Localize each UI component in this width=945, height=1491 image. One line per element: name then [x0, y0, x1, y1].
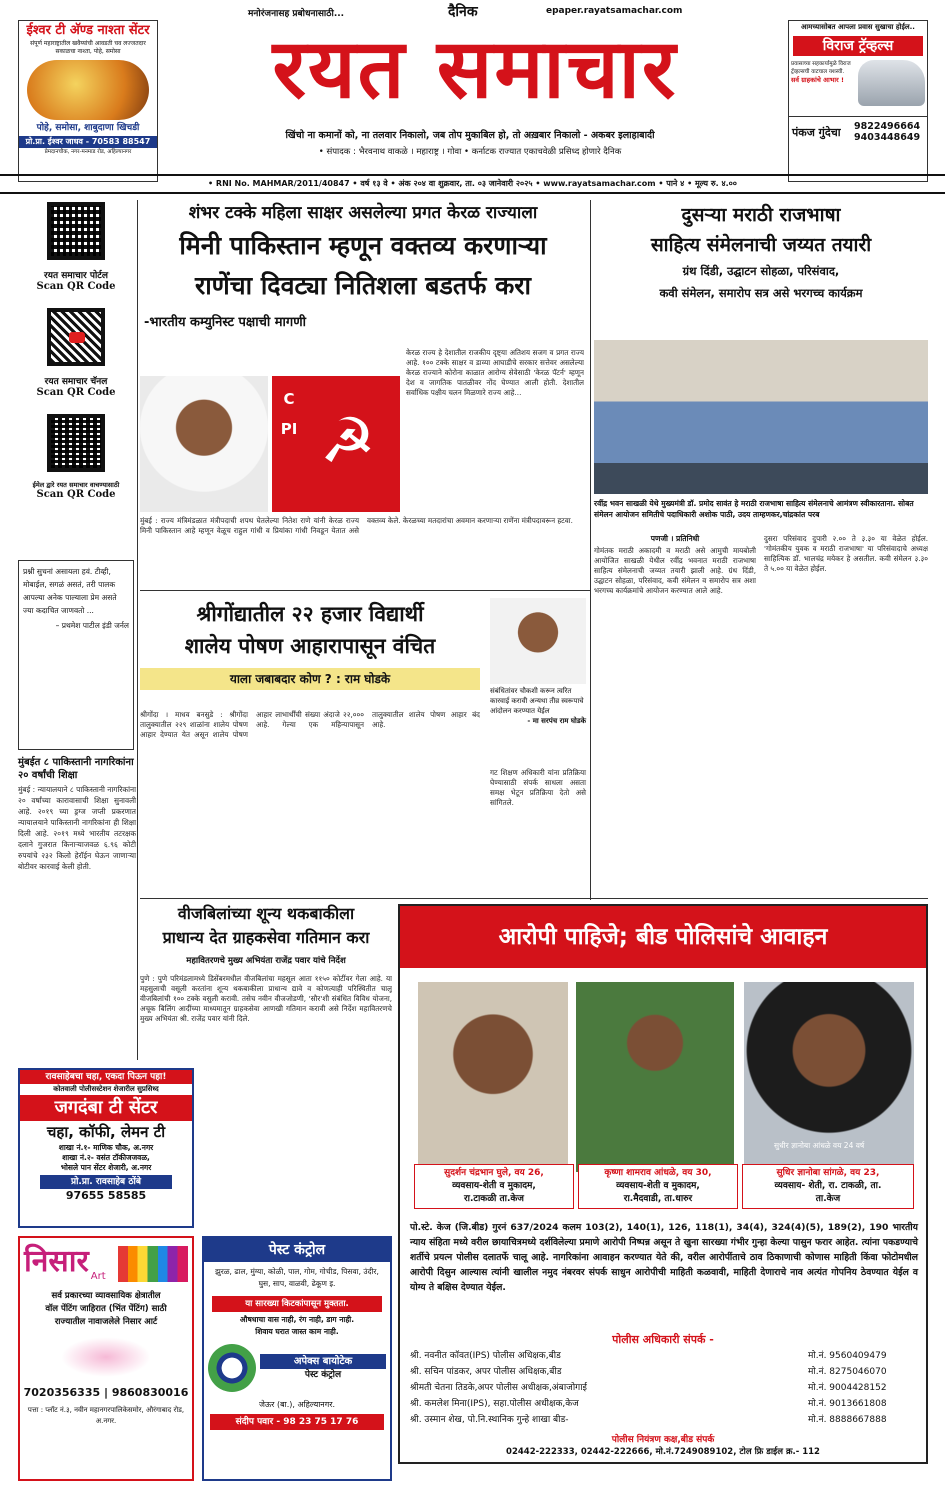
body-text: मुंबई : न्यायालयाने ८ पाकिस्तानी नागरिकांना २० वर्षांच्या कारावासाची शिक्षा सुनावली आहे. २०१९ च्या ड्रग्ज जप्ती प्रकरणात न्यायालयाने पाकिस्तानी नागरिकांना ही शिक्षा दिली आहे. २०१९ मध्ये भारतीय तटरक्षक दलाने गुजरात किनाऱ्याजवळ ६.९६ कोटी रुपयांचे २३२ किलो हेरॉईन घेऊन जाणाऱ्या बोटीवर कारवाई केली होती. [18, 785, 136, 871]
suspect-name: सुधिर ज्ञानोबा सांगळे, वय 23, [776, 1168, 880, 1178]
qr-label: रयत समाचार पोर्टल [44, 271, 108, 281]
story-kerala [140, 200, 586, 580]
info-bar [0, 174, 945, 194]
ad-note-1: औषधाचा वास नाही, रंग नाही, डाग नाही. [239, 1315, 355, 1324]
story-body-left: मुंबई : राज्य मंत्रिमंडळात मंत्रीपदाची शपथ घेतलेल्या नितेश राणे यांनी केरळ राज्य मिनी पाकिस्तान आहे म्हणून वेळूच राहुल गांधी व प्रियांका गांधी निवडून येतात असे वक्तव्य केले. केरळच्या मतदारांचा अवमान करणाऱ्या राणेंना मंत्रीपदावरून हटवा. [140, 516, 573, 535]
headline-line-2: साहित्य संमेलनाची जय्यत तयारी [650, 234, 872, 256]
contact-phone[interactable]: मो.नं. 9560409479 [808, 1351, 887, 1361]
story-body-2: दुसरा परिसंवाद दुपारी २.०० ते ३.३० या वेळेत होईल. 'गोमंतकीय युवक व मराठी राजभाषा' या परिसंवादाचे अध्यक्ष साहित्यिक डॉ. भालचंद्र मयेकर हे असतील. कवी संमेलन ३.३० ते ५.०० या वेळेत होईल. [764, 534, 928, 573]
ad-slogan: आमच्यासोबत आपला प्रवास सुखाचा होईल.. [801, 23, 915, 31]
qr-channel[interactable] [18, 308, 134, 398]
qr-label: ईमेल द्वारे रयत समाचार वाचण्यासाठी [32, 481, 120, 489]
photo-caption: रवींद्र भवन साखळी येथे मुख्यमंत्री डॉ. प्रमोद सावंत हे मराठी राजभाषा साहित्य संमेलनाचे आमंत्रण स्वीकारताना. सोबत संमेलन आयोजन समितीचे पदाधिकारी अशोक पाठी, उदय ताम्हणकर,चांद्रकांत परब [594, 499, 914, 519]
suspect-3 [742, 1164, 914, 1209]
nisar-logo-sub: Art [90, 1271, 106, 1282]
headline: मुंबईत ८ पाकिस्तानी नागरिकांना २० वर्षांची शिक्षा [18, 757, 134, 781]
contact-phone[interactable]: मो.नं. 9013661808 [808, 1399, 887, 1409]
suspect-photo-2 [576, 982, 734, 1172]
masthead-quote: खिंचो ना कमानों को, ना तलवार निकालो, जब तोप मुकाबिल हो, तो अख़बार निकालो - अकबर इलाहाबादी [285, 130, 655, 141]
suspect-place: रा.मैदवाडी, ता.धारुर [623, 1194, 693, 1204]
byline: पणजी । प्रतिनिधी [650, 534, 700, 543]
wanted-title: आरोपी पाहिजे; बीड पोलिसांचे आवाहन [400, 906, 926, 968]
cpi-label: CPI [280, 390, 298, 438]
nisar-logo: निसार [24, 1244, 89, 1279]
suspect-place: ता.केज [815, 1194, 841, 1204]
contact-row: श्रीमती चेतना तिडके,अपर पोलीस अधीक्षक,अंबाजोगाई मो.नं. 9004428152 [410, 1380, 918, 1396]
control-title: पोलीस नियंत्रण कक्ष,बीड संपर्क [611, 1435, 715, 1445]
ad-items: झुरळ, ढाल, मुंग्या, कोळी, पाल, गोम, गोचीड, पिसवा, उंदीर, घुस, साप, वाळवी, ढेकूण इ. [215, 1267, 379, 1288]
ad-address: जेऊर (बा.), अहिल्यानगर. [258, 1400, 336, 1409]
ad-title: विराज ट्रॅव्हल्स [793, 36, 923, 56]
headline-line-1: दुसऱ्या मराठी राजभाषा [681, 204, 841, 226]
caption-name: - मा सरपंच राम घोडके [527, 717, 586, 725]
ad-company-sub: पेस्ट कंट्रोल [304, 1370, 342, 1380]
left-news [18, 756, 136, 1056]
qr-panel [18, 202, 134, 554]
headline-line-2: राणेंचा दिवट्या नितिशला बडतर्फ करा [194, 271, 531, 300]
leader-photo [140, 376, 268, 512]
ad-phone: 7020356335 | 9860830016 [23, 1386, 189, 1399]
ad-contact-name: पंकज गुंदेचा [792, 125, 841, 139]
issue-info: • RNI No. MAHMAR/2011/40847 • वर्ष १३ वे • अंक २०४ वा शुक्रवार, ता. ०३ जानेवारी २०२५ • www.rayatsamachar.com • पाने ४ • मूल्य रु. ४.०० [208, 179, 737, 188]
ad-line-2: वॉल पेंटिंग जाहिरात (भिंत पेंटिंग) साठी [45, 1304, 167, 1314]
ad-line-3: राज्यातील नावाजलेले निसार आर्ट [54, 1317, 158, 1327]
photo-caption: संबंधितांवर चौकशी करून त्वरित कारवाई करावी अन्यथा तीव्र स्वरूपाचे आंदोलन करण्यात येईल - मा सरपंच राम घोडके [490, 687, 586, 725]
ad-branch-1: शाखा नं.१- माणिक चौक, अ.नगर [58, 1143, 154, 1152]
ad-pest-control [202, 1236, 392, 1481]
contact-title: पोलीस अधिकारी संपर्क - [612, 1333, 714, 1346]
ad-ishwar-tea [18, 20, 158, 182]
contact-phone[interactable]: मो.नं. 9004428152 [808, 1383, 887, 1393]
suspect-1 [414, 1164, 574, 1209]
ad-branch-2: शाखा नं.२- वसंत टॉकीजजवळ, [62, 1153, 150, 1162]
story-body: गोमंतक मराठी अकादमी व मराठी असे आमुची मायबोली आयोजित साखळी येथील रवींद्र भवनात मराठी राजभाषा साहित्य संमेलनाची जय्यत तयारी झाली आहे. ग्रंथ दिंडी, उद्घाटन सोहळा, परिसंवाद, कवी संमेलन व समारोप सत्र अशा भरगच्च कार्यक्रमांचे आयोजन करण्यात आले आहे. [594, 546, 756, 595]
wanted-body: पो.स्टे. केज (जि.बीड) गुरनं 637/2024 कलम 103(2), 140(1), 126, 118(1), 34(4), 324(4)(5), 189(2), 190 भारतीय न्याय संहिता मध्ये वरील छायाचित्रमध्ये दर्शविलेल्या प्रमाणे आरोपी निष्पन्न असून ते खुना सारख्या गंभीर गुन्हा केल्या पासुन फरार आहेत. त्यांना पकडण्याचे शर्तीचे प्रयत्न पोलीस दलातर्फे चालू आहे. नागरिकांना आवाहन करण्यात येते की, वरील आरोपींताचे ठाव ठिकाणाची कोणास माहिती किंवा फोटोमधील आरोपी दिसुन आल्यास त्यांनी खालील नमुद नंबरवर संपर्क साधुन आरोपीची माहिती कळवावी, माहिती देणाराचे नाव अत्यंत गोपनिय ठेवण्यात येईल व योग्य ते बक्षिस देण्यात येईल. [410, 1222, 918, 1293]
youtube-icon [69, 332, 85, 343]
suspect-place: रा.टाकळी ता.केज [464, 1194, 524, 1204]
divider [140, 590, 590, 591]
ad-slogan: रावसाहेबचा चहा, एकदा पिऊन पहा! [20, 1070, 192, 1084]
contact-row: श्री. सचिन पांडकर, अपर पोलीस अधिक्षक,बीड मो.नं. 8275046070 [410, 1364, 918, 1380]
divider [590, 200, 591, 900]
poem-text: प्रश्नी सुचनां असायला हवं. टीव्ही, मोबाईल, सगळं असतं, तरी पालक आपल्या अनेक पाल्याला प्रेम असते ज्या कदाचित जाणवतो ... [23, 567, 117, 615]
subheadline-2: कवी संमेलन, समारोप सत्र असे भरगच्च कार्यक्रम [659, 286, 863, 300]
apex-logo-icon [208, 1344, 256, 1392]
subheadline: याला जबाबदार कोण ? : राम घोडके [140, 668, 480, 690]
contact-phone[interactable]: मो.नं. 8888667888 [808, 1415, 887, 1425]
ad-phone-2: 9403448649 [854, 132, 921, 143]
suspect-photo-1 [418, 982, 568, 1172]
kicker: शंभर टक्के महिला साक्षर असलेल्या प्रगत केरळ राज्याला [188, 203, 538, 223]
divider [137, 200, 138, 1060]
editor-line: • संपादक : भैरवनाथ वाकळे । महाराष्ट्र । गोवा • कर्नाटक राज्यात एकाचवेळी प्रसिध्द होणारे दैनिक [318, 147, 622, 157]
poem-box [18, 560, 134, 750]
ad-address: पत्ता : प्लॉट नं.३, नवीन महानगरपालिकेसमोर, औरंगाबाद रोड, अ.नगर. [27, 1406, 185, 1425]
photo-caption: सुधीर ज्ञानोबा आंधळे वय 24 वर्ष [774, 1141, 865, 1150]
ad-cta: सर्व ग्राहकांचे आभार ! [791, 76, 844, 84]
divider [140, 898, 928, 899]
ad-title: पेस्ट कंट्रोल [204, 1238, 390, 1262]
food-image [27, 60, 149, 120]
headline-line-2: शालेय पोषण आहारापासून वंचित [184, 634, 436, 658]
daily-label: दैनिक [448, 4, 478, 20]
car-image [858, 60, 925, 106]
qr-scan: Scan QR Code [36, 281, 116, 292]
brush-icon [61, 1337, 151, 1377]
qr-code [47, 202, 105, 260]
ad-items: चहा, कॉफी, लेमन टी [46, 1123, 166, 1141]
ad-phone-1: 9822496664 [854, 121, 921, 132]
masthead [0, 0, 945, 200]
qr-scan: Scan QR Code [36, 489, 116, 500]
ram-ghodke-photo [490, 598, 586, 684]
suspect-job: व्यवसाय-शेती व मुकादम, [452, 1181, 536, 1191]
cpi-logo [272, 376, 400, 512]
ad-phone: 97655 58585 [65, 1189, 147, 1202]
ad-title: जगदंबा टी सेंटर [20, 1095, 192, 1121]
ad-viraj-travels [788, 20, 928, 182]
ad-police: कोतवाली पोलीसस्टेशन शेजारील सुप्रसिध्द [53, 1085, 159, 1093]
suspect-photo-3 [744, 982, 914, 1172]
story-body-2: गट शिक्षण अधिकारी यांना प्रतिक्रिया घेण्यासाठी संपर्क साधला असता समक्ष भेटून प्रतिक्रिया देतो असे सांगितले. [490, 768, 586, 807]
ad-title: ईश्वर टी अ‍ॅण्ड नाश्ता सेंटर [26, 23, 150, 38]
headline-line-1: मिनी पाकिस्तान म्हणून वक्तव्य करणाऱ्या [179, 231, 547, 260]
contact-row: श्री. कमलेश मिना(IPS), सहा.पोलीस अधीक्षक,केज मो.नं. 9013661808 [410, 1396, 918, 1412]
poem-author: – प्रथमेश पाटील इंडी जर्नल [55, 621, 129, 630]
contact-row: श्री. उस्मान शेख, पो.नि.स्थानिक गुन्हे शाखा बीड- मो.नं. 8888667888 [410, 1412, 918, 1428]
ad-line-1: सर्व प्रकारच्या व्यावसायिक क्षेत्रातील [51, 1291, 161, 1301]
story-body: पुणे : पुणे परिमंडलामध्ये डिसेंबरमधील वीजबिलांचा महसूल आता ११५० कोटींवर गेला आहे. या महसुलाची वसूली करतांना शून्य थकबाकीला प्राधान्य द्यावे व कोणत्याही परिस्थितीत चालू वीजबिलांची १०० टक्के वसुली करावी. तसेच नवीन वीजजोडणी, 'सौर'शी संबंधित विविध योजना, अचूक बिलिंग आदींच्या माध्यमातून ग्राहकसेवा आणखी गतिमान करावी असे निर्देश महावितरणचे मुख्य अभियंता श्री. राजेंद्र पवार यांनी दिले. [140, 974, 392, 1023]
qr-label: रयत समाचार चॅनल [44, 377, 108, 387]
contact-row: श्री. नवनीत कॉवत(IPS) पोलीस अधिक्षक,बीड मो.नं. 9560409479 [410, 1348, 918, 1364]
ad-note-2: शिवाय घरात जास्त काम नाही. [255, 1327, 339, 1336]
suspect-job: व्यवसाय-शेती व मुकादम, [616, 1181, 700, 1191]
event-photo [594, 340, 928, 494]
suspect-name: सुदर्शन चंद्रभान घुले, वय 26, [444, 1168, 544, 1178]
qr-code [47, 308, 105, 366]
ad-items: पोहे, समोसा, शाबुदाणा खिचडी [36, 123, 140, 133]
story-marathi-sammelan [594, 200, 928, 900]
ad-branch-3: भोसले पान सेंटर शेजारी, अ.नगर [60, 1163, 152, 1172]
subheadline: -भारतीय कम्युनिस्ट पक्षाची मागणी [144, 315, 306, 330]
qr-email[interactable] [18, 414, 134, 500]
headline-line-1: वीजबिलांच्या शून्य थकबाकीला [177, 904, 355, 923]
ad-desc: संपूर्ण महाराष्ट्रातील खवैय्यांची आवडती चव लज्जतदार सकाळचा नाश्ता, पोहे, समोसा [30, 40, 146, 55]
headline-line-1: श्रीगोंद्यातील २२ हजार विद्यार्थी [196, 602, 424, 626]
ad-promise: या सारख्या किटकांपासून मुक्तता. [212, 1296, 382, 1312]
wanted-notice [398, 904, 928, 1464]
qr-code [47, 414, 105, 472]
ad-owner: प्रो.प्रा. रावसाहेब ठोंबे [40, 1175, 172, 1189]
subheadline-1: ग्रंथ दिंडी, उद्घाटन सोहळा, परिसंवाद, [682, 264, 840, 278]
newspaper-title: रयत समाचार [272, 22, 678, 117]
story-body: श्रीगोंदा । माधव बनसुडे : श्रीगोंदा तालुक्यातील २२९ शाळांना शालेय पोषण आहार देण्यात येत असून शालेय पोषण आहार लाभार्थींची संख्या अंदाजे २२,००० आहे. गेल्या एक महिन्यापासून तालुक्यातील शालेय पोषण आहार बंद आहे. [140, 710, 480, 739]
ad-contact: प्रो.प्रा. ईश्वर जाधव - 70583 88547 [19, 136, 157, 148]
story-shrigonda [140, 598, 586, 898]
hammer-sickle-icon: ☭ [320, 404, 376, 477]
control-numbers: 02442-222333, 02442-222666, मो.नं.7249089102, टोल फ्रि डाईल क्र.- 112 [506, 1447, 820, 1457]
suspect-name: कृष्णा शामराव आंधळे, वय 30, [604, 1168, 712, 1178]
contact-list [410, 1348, 918, 1428]
suspect-job: व्यवसाय- शेती, रा. टाकळी, ता. [774, 1181, 882, 1191]
headline-line-2: प्राधान्य देत ग्राहकसेवा गतिमान करा [162, 928, 370, 947]
ad-contact: संदीप पवार - 98 23 75 17 76 [210, 1414, 384, 1430]
suspect-2 [578, 1164, 738, 1209]
tagline: मनोरंजनासह प्रबोधनासाठी... [248, 9, 345, 19]
contact-phone[interactable]: मो.नं. 8275046070 [808, 1367, 887, 1377]
qr-portal[interactable] [18, 202, 134, 292]
story-body-right: केरळ राज्य हे देशातील राजकीय दृष्ट्या अतिशय सजग व प्रगत राज्य आहे. १०० टक्के साक्षर व डाव्या आघाडीचे सरकार सत्तेवर असलेल्या केरळ राज्याने कोरोना काळात आरोग्य सेवेसाठी 'केरळ पॅटर्न' म्हणून देश व जागतिक पातळीवर नोंद घेण्यात आली होती. देशातील सर्वाधिक पक्षीय चलन मिळणारे राज्य आहे... [406, 348, 584, 397]
ad-company: अपेक्स बायोटेक [260, 1354, 386, 1369]
ad-desc: प्रवासाच्या सहकार्यामुळे विराज ट्रॅव्हल्सची वाटचाल यशस्वी. सर्व ग्राहकांचे आभार ! [791, 60, 855, 106]
qr-scan: Scan QR Code [36, 387, 116, 398]
subheadline: महावितरणचे मुख्य अभियंता राजेंद्र पवार यांचे निर्देश [186, 956, 346, 966]
epaper-link[interactable]: epaper.rayatsamachar.com [546, 6, 683, 16]
ad-address: प्रेमदानचौक, नगर-मनमाड रोड, अहिल्यानगर [44, 149, 132, 155]
